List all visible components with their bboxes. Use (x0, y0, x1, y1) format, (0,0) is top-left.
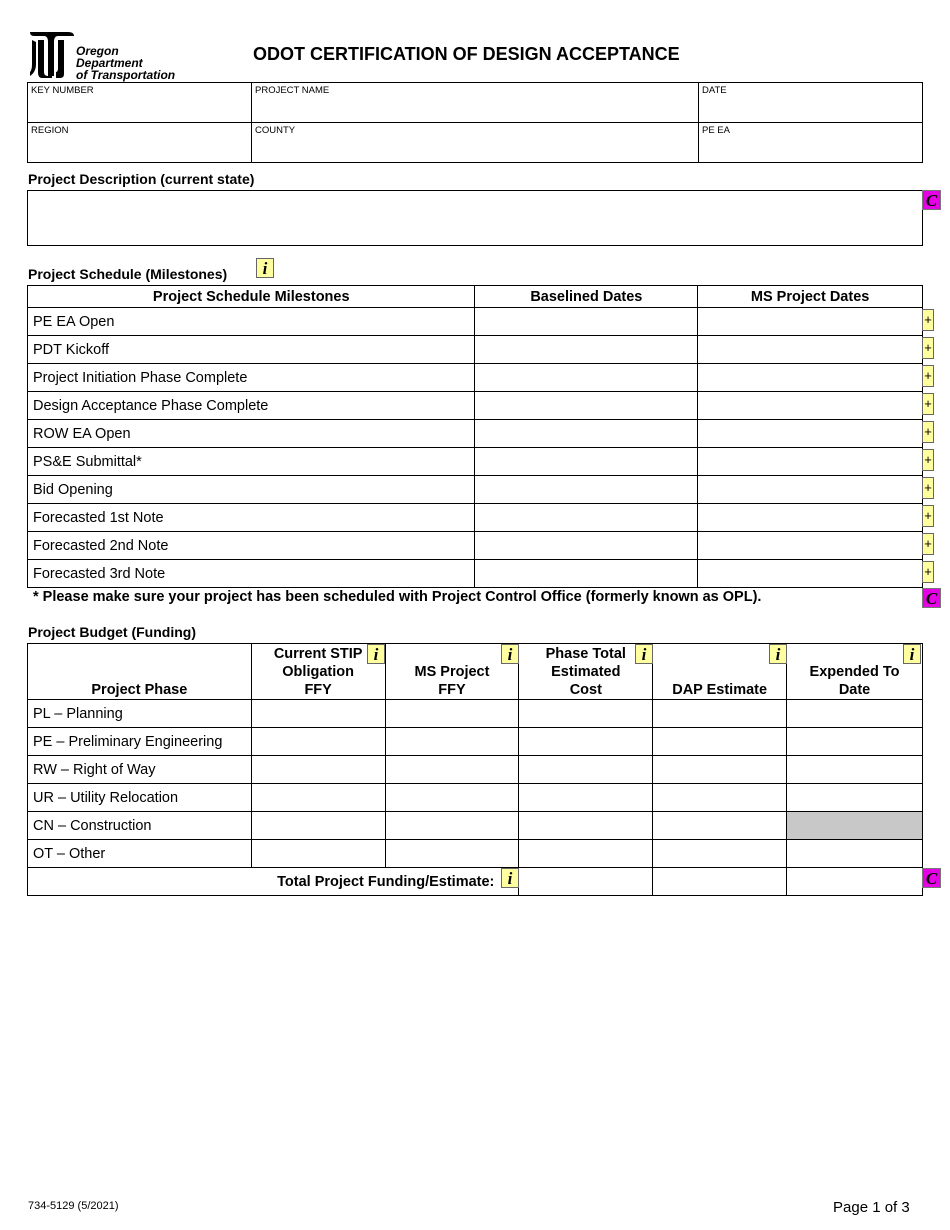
ms-project-date-input[interactable] (698, 504, 923, 532)
add-date-button[interactable]: + (922, 393, 934, 415)
dap-input[interactable] (653, 700, 787, 728)
project-info-grid (27, 82, 923, 163)
table-row (28, 420, 923, 448)
dap-input[interactable] (653, 812, 787, 840)
baselined-date-input[interactable] (475, 532, 698, 560)
baselined-date-input[interactable] (475, 448, 698, 476)
total-info-button[interactable]: i (501, 868, 519, 888)
table-row (28, 392, 923, 420)
total-label: Total Project Funding/Estimate: (28, 868, 519, 896)
stip-info-button[interactable]: i (367, 644, 385, 664)
table-row (28, 560, 923, 588)
baselined-date-input[interactable] (475, 476, 698, 504)
phase-label: PL – Planning (28, 700, 252, 728)
dap-info-button[interactable]: i (769, 644, 787, 664)
phase-label: OT – Other (28, 840, 252, 868)
stip-input[interactable] (251, 840, 385, 868)
ms-ffy-col-header (385, 644, 519, 700)
milestone-label: PE EA Open (28, 308, 475, 336)
schedule-footnote: * Please make sure your project has been scheduled with Project Control Office (formerly known as OPL). (33, 589, 762, 605)
table-row (28, 448, 923, 476)
date-label: DATE (702, 85, 727, 96)
stip-col-header (251, 644, 385, 700)
milestone-label: Forecasted 2nd Note (28, 532, 475, 560)
table-row (28, 812, 923, 840)
milestone-label: Design Acceptance Phase Complete (28, 392, 475, 420)
ms-project-date-input[interactable] (698, 560, 923, 588)
phase-col-header: Project Phase (28, 644, 252, 700)
ms-project-date-input[interactable] (698, 420, 923, 448)
expended-input[interactable] (787, 700, 923, 728)
table-row (28, 476, 923, 504)
logo-text-line-1: Oregon (76, 44, 119, 58)
milestones-header-row (28, 286, 923, 308)
project-name-field[interactable] (252, 83, 699, 123)
table-row (28, 532, 923, 560)
schedule-info-button[interactable]: i (256, 258, 274, 278)
ms-ffy-header-line: MS Project (414, 664, 490, 680)
milestone-label: PS&E Submittal* (28, 448, 475, 476)
ms-ffy-input[interactable] (385, 840, 519, 868)
page-number: Page 1 of 3 (833, 1199, 910, 1216)
phase-label: PE – Preliminary Engineering (28, 728, 252, 756)
table-row (28, 308, 923, 336)
ms-ffy-input[interactable] (385, 812, 519, 840)
milestone-label: Forecasted 1st Note (28, 504, 475, 532)
phase-total-header-line: Estimated (551, 664, 621, 680)
budget-header-row (28, 644, 923, 700)
description-section-label: Project Description (current state) (28, 171, 255, 187)
phase-total-input[interactable] (519, 812, 653, 840)
logo-text-line-3: of Transportation (76, 68, 176, 82)
stip-header-line: Obligation (282, 664, 354, 680)
table-row (28, 504, 923, 532)
ms-ffy-header-line: FFY (438, 682, 466, 698)
phase-total-header-line: Phase Total (545, 646, 626, 662)
expended-header-line: Date (838, 682, 871, 698)
milestone-label: PDT Kickoff (28, 336, 475, 364)
add-date-button[interactable]: + (922, 533, 934, 555)
phase-total-input[interactable] (519, 728, 653, 756)
dap-col-header: DAP Estimate (653, 644, 787, 700)
table-row (28, 364, 923, 392)
expended-input[interactable] (787, 784, 923, 812)
phase-total-input[interactable] (519, 784, 653, 812)
project-name-label: PROJECT NAME (255, 85, 330, 96)
phase-label: CN – Construction (28, 812, 252, 840)
baselined-date-input[interactable] (475, 336, 698, 364)
expended-info-button[interactable]: i (903, 644, 921, 664)
region-label: REGION (31, 125, 69, 136)
ms-project-date-input[interactable] (698, 364, 923, 392)
odot-logo-mark (28, 28, 76, 80)
stip-header-line: FFY (304, 682, 332, 698)
add-date-button[interactable]: + (922, 365, 934, 387)
ms-ffy-input[interactable] (385, 756, 519, 784)
milestone-label: Project Initiation Phase Complete (28, 364, 475, 392)
ms-ffy-info-button[interactable]: i (501, 644, 519, 664)
dap-input[interactable] (653, 784, 787, 812)
baselined-date-input[interactable] (475, 308, 698, 336)
table-row (28, 756, 923, 784)
add-date-button[interactable]: + (922, 449, 934, 471)
total-expended[interactable] (787, 868, 923, 896)
ms-ffy-input[interactable] (385, 700, 519, 728)
schedule-section-label: Project Schedule (Milestones) (28, 266, 228, 282)
table-row (28, 336, 923, 364)
phase-label: UR – Utility Relocation (28, 784, 252, 812)
pe-ea-label: PE EA (702, 125, 730, 136)
total-phase-cost[interactable] (519, 868, 653, 896)
total-dap[interactable] (653, 868, 787, 896)
table-row (28, 700, 923, 728)
milestone-label: Forecasted 3rd Note (28, 560, 475, 588)
stip-input[interactable] (251, 756, 385, 784)
clear-schedule-button[interactable]: C (922, 588, 941, 608)
milestones-table (27, 285, 923, 588)
ms-project-date-input[interactable] (698, 532, 923, 560)
stip-input[interactable] (251, 700, 385, 728)
baselined-date-input[interactable] (475, 364, 698, 392)
add-date-button[interactable]: + (922, 561, 934, 583)
baselined-date-input[interactable] (475, 560, 698, 588)
expended-input[interactable] (787, 756, 923, 784)
expended-header-line: Expended To (809, 664, 900, 680)
expended-input-disabled (787, 812, 923, 840)
budget-table (27, 643, 923, 896)
description-textarea[interactable] (27, 190, 923, 246)
expended-input[interactable] (787, 728, 923, 756)
form-title: ODOT CERTIFICATION OF DESIGN ACCEPTANCE (253, 44, 680, 64)
date-field[interactable] (699, 83, 922, 123)
add-date-button[interactable]: + (922, 505, 934, 527)
stip-input[interactable] (251, 784, 385, 812)
baselined-col-header: Baselined Dates (475, 286, 698, 308)
milestone-label: ROW EA Open (28, 420, 475, 448)
phase-label: RW – Right of Way (28, 756, 252, 784)
phase-total-col-header (519, 644, 653, 700)
phase-total-header-line: Cost (569, 682, 602, 698)
baselined-date-input[interactable] (475, 420, 698, 448)
key-number-label: KEY NUMBER (31, 85, 94, 96)
total-row (28, 868, 923, 896)
ms-dates-col-header: MS Project Dates (698, 286, 923, 308)
clear-description-button[interactable]: C (922, 190, 941, 210)
county-field[interactable] (252, 123, 699, 162)
ms-project-date-input[interactable] (698, 336, 923, 364)
milestones-col-header: Project Schedule Milestones (28, 286, 475, 308)
phase-total-info-button[interactable]: i (635, 644, 653, 664)
clear-budget-button[interactable]: C (922, 868, 941, 888)
expended-input[interactable] (787, 840, 923, 868)
form-number: 734-5129 (5/2021) (28, 1200, 119, 1212)
baselined-date-input[interactable] (475, 504, 698, 532)
stip-header-line: Current STIP (273, 646, 363, 662)
ms-ffy-input[interactable] (385, 784, 519, 812)
table-row (28, 728, 923, 756)
milestone-label: Bid Opening (28, 476, 475, 504)
ms-project-date-input[interactable] (698, 476, 923, 504)
stip-input[interactable] (251, 812, 385, 840)
ms-project-date-input[interactable] (698, 308, 923, 336)
add-date-button[interactable]: + (922, 421, 934, 443)
budget-section-label: Project Budget (Funding) (28, 624, 196, 640)
stip-input[interactable] (251, 728, 385, 756)
logo-text-line-2: Department (76, 56, 143, 70)
county-label: COUNTY (255, 125, 296, 136)
phase-total-input[interactable] (519, 756, 653, 784)
ms-project-date-input[interactable] (698, 448, 923, 476)
pe-ea-field[interactable] (699, 123, 922, 162)
odot-logo (28, 28, 193, 80)
add-date-button[interactable]: + (922, 477, 934, 499)
phase-total-input[interactable] (519, 700, 653, 728)
phase-total-input[interactable] (519, 840, 653, 868)
dap-input[interactable] (653, 728, 787, 756)
key-number-field[interactable] (28, 83, 252, 123)
ms-ffy-input[interactable] (385, 728, 519, 756)
dap-input[interactable] (653, 840, 787, 868)
table-row (28, 840, 923, 868)
baselined-date-input[interactable] (475, 392, 698, 420)
dap-input[interactable] (653, 756, 787, 784)
ms-project-date-input[interactable] (698, 392, 923, 420)
table-row (28, 784, 923, 812)
add-date-button[interactable]: + (922, 337, 934, 359)
add-date-button[interactable]: + (922, 309, 934, 331)
region-field[interactable] (28, 123, 252, 162)
